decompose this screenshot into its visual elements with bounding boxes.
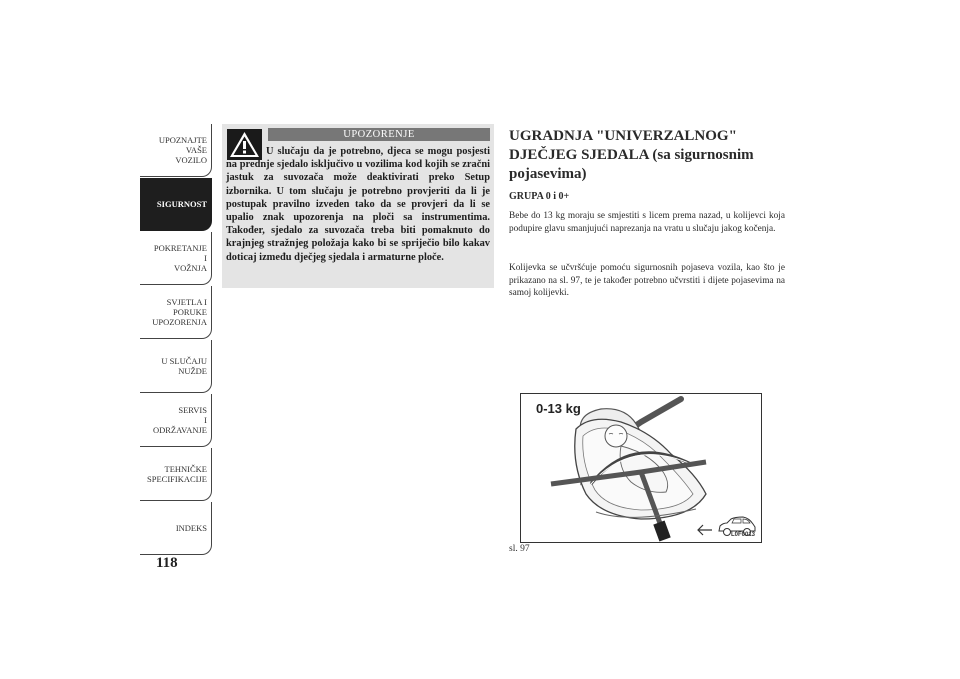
tab-label-line: I xyxy=(204,253,207,263)
tab-label-line: U SLUČAJU xyxy=(161,356,207,366)
figure-caption: sl. 97 xyxy=(509,544,530,554)
tab-label-line: VOŽNJA xyxy=(173,263,207,273)
warning-title: UPOZORENJE xyxy=(268,128,490,141)
tab-label-line: SERVIS xyxy=(178,405,207,415)
tab-label-line: VAŠE xyxy=(185,145,207,155)
tab-sigurnost[interactable] xyxy=(140,178,212,231)
page-number: 118 xyxy=(156,555,178,571)
tab-label-line: UPOZNAJTE xyxy=(158,135,207,145)
tab-label-line: I xyxy=(204,415,207,425)
figure-code: L0F0013 xyxy=(730,532,755,538)
tab-label-line: SIGURNOST xyxy=(156,199,207,209)
tab-tehnicke-specifikacije[interactable] xyxy=(140,448,212,501)
tab-label-line: INDEKS xyxy=(175,523,207,533)
figure-weight-label: 0-13 kg xyxy=(536,401,581,416)
tab-label-line: TEHNIČKE xyxy=(164,464,207,474)
arrow-left-icon xyxy=(697,524,713,536)
tab-label-line: SPECIFIKACIJE xyxy=(147,474,207,484)
tab-label-line: ODRŽAVANJE xyxy=(152,425,207,435)
tab-servis-i-odrzavanje[interactable] xyxy=(140,394,212,447)
tab-label-line: VOZILO xyxy=(175,155,207,165)
warning-text xyxy=(226,145,490,264)
tab-u-slucaju-nuzde[interactable] xyxy=(140,340,212,393)
section-heading: UGRADNJA "UNIVERZALNOG" DJEČJEG SJEDALA (sa sigurnosnim pojasevima) xyxy=(509,128,754,182)
tab-svjetla-i-poruke-upozorenja[interactable] xyxy=(140,286,212,339)
tab-label-line: NUŽDE xyxy=(178,366,207,376)
tab-pokretanje-i-voznja[interactable] xyxy=(140,232,212,285)
tab-indeks[interactable] xyxy=(140,502,212,555)
warning-text-content: U slučaju da je potrebno, djeca se mogu posjesti na prednje sjedalo isključivo u vozilima kod kojih se zračni jastuk za suvozača može deaktivirati preko Setup izbornika. U tom slučaju je potrebno provjeriti da li je postupak pravilno izveden tako da se provjeri da li se upalio znak upozorenja na ploči sa instrumentima. Također, sjedalo za suvozača treba biti pomaknuto do krajnjeg stražnjeg položaja kako bi se spriječio bilo kakav doticaj između dječjeg sjedala i armaturne ploče. xyxy=(226,146,490,263)
figure-child-seat xyxy=(520,393,762,543)
tab-label-line: PORUKE xyxy=(172,307,207,317)
tab-upoznajte-vase-vozilo[interactable] xyxy=(140,124,212,177)
tab-label-line: UPOZORENJA xyxy=(152,317,207,327)
tab-label-line: SVJETLA I xyxy=(166,297,207,307)
paragraph-1: Bebe do 13 kg moraju se smjestiti s licem prema nazad, u kolijevci koja podupire glavu smanjujući naprezanja na vratu u slučaju jakog kočenja. xyxy=(509,211,785,234)
group-label: GRUPA 0 i 0+ xyxy=(509,191,570,202)
tab-label-line: POKRETANJE xyxy=(153,243,207,253)
paragraph-2: Kolijevka se učvršćuje pomoću sigurnosnih pojaseva vozila, kao što je prikazano na sl. 97, te je također potrebno učvrstiti i dijete pojasevima na samoj kolijevki. xyxy=(509,263,785,299)
